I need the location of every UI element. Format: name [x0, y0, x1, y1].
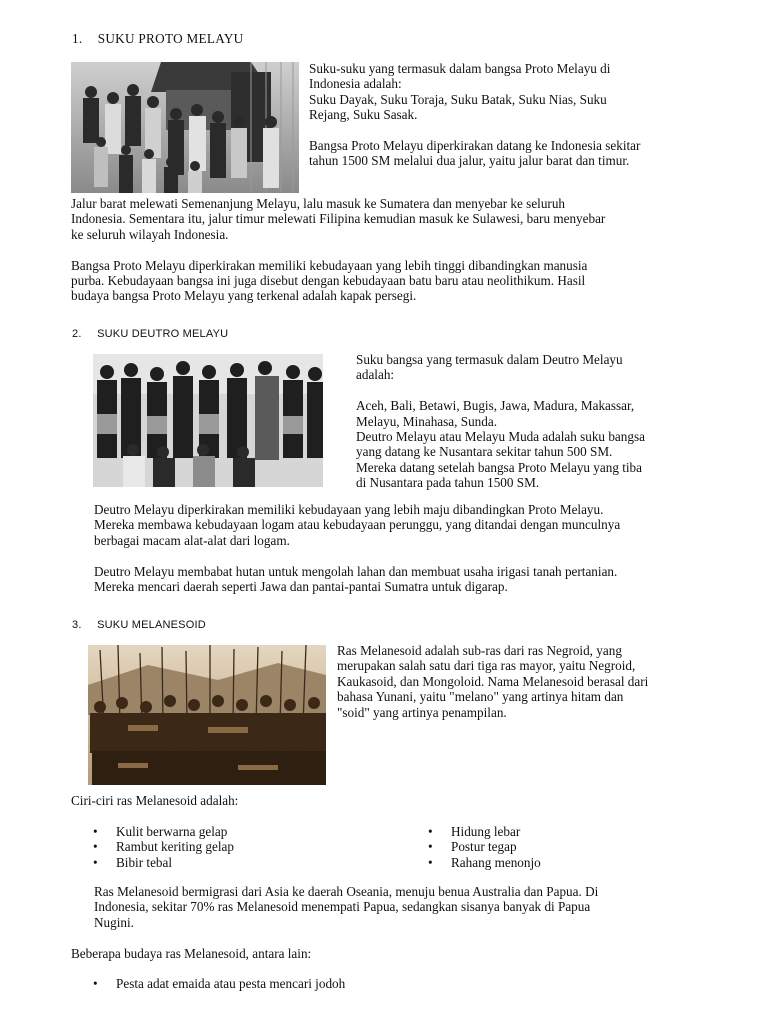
section-3-number: 3.	[72, 619, 82, 631]
side-line: di Nusantara pada tahun 1500 SM.	[356, 475, 540, 491]
body-line: Mereka membawa kebudayaan logam atau kebudayaan perunggu, yang ditandai dengan munculnya	[94, 517, 621, 533]
side-line: Indonesia adalah:	[309, 76, 402, 92]
side-line: tahun 1500 SM melalui dua jalur, yaitu jalur barat dan timur.	[309, 153, 630, 169]
side-paragraph	[356, 352, 716, 491]
body-line: berbagai macam alat-alat dari logam.	[94, 532, 290, 548]
side-line: Aceh, Bali, Betawi, Bugis, Jawa, Madura, Makassar,	[356, 398, 635, 414]
side-line: yang datang ke Nusantara sekitar tahun 500 SM.	[356, 444, 613, 460]
list-item: • Hidung lebar	[428, 824, 708, 839]
list-item: • Rambut keriting gelap	[93, 839, 393, 854]
side-para-1	[309, 61, 709, 123]
section-1-body	[71, 196, 711, 304]
proto-melayu-photo	[71, 62, 299, 193]
side-line: adalah:	[356, 367, 395, 383]
section-2-body	[94, 502, 734, 594]
side-line: "soid" yang artinya penampilan.	[337, 704, 507, 720]
side-line: Bangsa Proto Melayu diperkirakan datang ke Indonesia sekitar	[309, 138, 641, 154]
side-line: Kaukasoid, dan Mongoloid. Nama Melanesoid berasal dari	[337, 673, 649, 689]
traits-list-right	[428, 824, 708, 870]
side-line: Suku bangsa yang termasuk dalam Deutro Melayu	[356, 352, 623, 367]
body-paragraph	[71, 196, 711, 242]
traits-list-left	[93, 824, 393, 870]
body-line: Bangsa Proto Melayu diperkirakan memiliki kebudayaan yang lebih tinggi dibandingkan manusia	[71, 257, 588, 273]
section-3-title: SUKU MELANESOID	[97, 619, 206, 631]
body-paragraph	[94, 502, 734, 548]
side-line: Suku Dayak, Suku Toraja, Suku Batak, Suku Nias, Suku	[309, 91, 607, 107]
section-2-heading	[72, 328, 228, 340]
list-item: • Pesta adat emaida atau pesta mencari jodoh	[93, 976, 493, 991]
culture-list	[93, 976, 493, 991]
body-paragraph	[94, 564, 734, 595]
list-item: • Kulit berwarna gelap	[93, 824, 393, 839]
side-line: Suku-suku yang termasuk dalam bangsa Proto Melayu di	[309, 61, 611, 76]
deutro-melayu-photo	[93, 354, 323, 487]
traits-intro: Ciri-ciri ras Melanesoid adalah:	[71, 793, 239, 808]
section-1-side-text	[309, 61, 709, 169]
body-line: Indonesia. Sementara itu, jalur timur melewati Filipina kemudian masuk ke Sulawesi, baru menyebar	[71, 211, 606, 227]
body-line: Mereka mencari daerah seperti Jawa dan pantai-pantai Sumatra untuk digarap.	[94, 579, 508, 595]
side-line: Ras Melanesoid adalah sub-ras dari ras Negroid, yang	[337, 643, 622, 658]
body-line: Nugini.	[94, 914, 134, 930]
section-2-number: 2.	[72, 328, 82, 340]
melanesoid-photo-image	[88, 645, 326, 785]
body-line: Ras Melanesoid bermigrasi dari Asia ke daerah Oseania, menuju benua Australia dan Papua. Di	[94, 884, 599, 899]
side-paragraph	[337, 643, 717, 720]
body-line: Indonesia, sekitar 70% ras Melanesoid menempati Papua, sedangkan sisanya banyak di Papua	[94, 899, 591, 915]
section-3-side-text	[337, 643, 717, 720]
melanesoid-photo	[88, 645, 326, 785]
section-1-title: SUKU PROTO MELAYU	[97, 31, 244, 46]
body-line: Jalur barat melewati Semenanjung Melayu, lalu masuk ke Sumatera dan menyebar ke seluruh	[71, 196, 566, 211]
body-line: Deutro Melayu membabat hutan untuk mengolah lahan dan membuat usaha irigasi tanah pertanian.	[94, 563, 618, 579]
section-1-number: 1.	[72, 31, 83, 46]
side-para-2	[309, 138, 709, 169]
list-item: • Postur tegap	[428, 839, 708, 854]
proto-melayu-photo-image	[71, 62, 299, 193]
body-line: ke seluruh wilayah Indonesia.	[71, 226, 229, 242]
body-line: Deutro Melayu diperkirakan memiliki kebudayaan yang lebih maju dibandingkan Proto Melayu.	[94, 502, 604, 517]
section-2-title: SUKU DEUTRO MELAYU	[97, 328, 229, 340]
side-line: Rejang, Suku Sasak.	[309, 107, 418, 123]
migration-paragraph	[94, 884, 734, 930]
side-line: Mereka datang setelah bangsa Proto Melayu yang tiba	[356, 459, 643, 475]
culture-intro: Beberapa budaya ras Melanesoid, antara lain:	[71, 946, 312, 961]
side-line: Melayu, Minahasa, Sunda.	[356, 413, 498, 429]
body-paragraph	[71, 258, 711, 304]
body-line: budaya bangsa Proto Melayu yang terkenal adalah kapak persegi.	[71, 288, 417, 304]
side-line: Deutro Melayu atau Melayu Muda adalah suku bangsa	[356, 429, 645, 445]
list-item: • Bibir tebal	[93, 855, 393, 870]
section-2-side-text	[356, 352, 716, 491]
side-line: bahasa Yunani, yaitu "melano" yang artinya hitam dan	[337, 689, 624, 705]
list-item: • Rahang menonjo	[428, 855, 708, 870]
section-3-heading	[72, 619, 206, 631]
section-1-heading	[72, 31, 244, 47]
side-line: merupakan salah satu dari tiga ras mayor, yaitu Negroid,	[337, 658, 636, 674]
body-line: purba. Kebudayaan bangsa ini juga disebut dengan kebudayaan batu baru atau neolithikum. Hasil	[71, 273, 586, 289]
deutro-melayu-photo-image	[93, 354, 323, 487]
